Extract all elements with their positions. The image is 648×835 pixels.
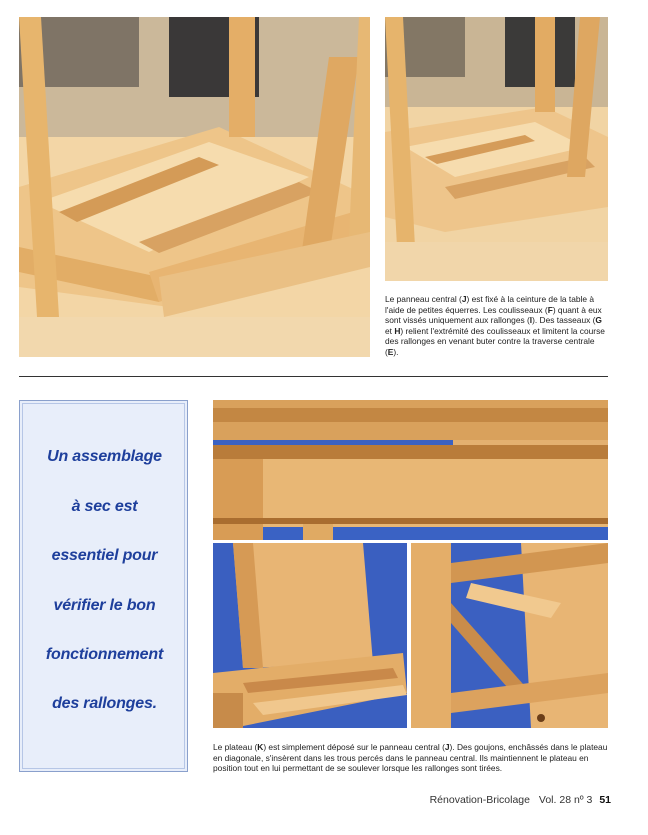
caption-bottom: Le plateau (K) est simplement déposé sur le panneau central (J). Des goujons, enchâssés dans le plateau en diagonale, s'insèrent dans les trous percés dans le panneau central. Ils maintiennent le plateau en position tout en lui permettant de se soulever lorsque les rallonges sont tirées. — [213, 742, 608, 774]
section-divider — [19, 376, 608, 377]
caption-top: Le panneau central (J) est fixé à la ceinture de la table à l'aide de petites équerres. Les coulisseaux (F) quant à eux sont vissés uniquement aux rallonges (I). Des tasseaux (G et H) relient l'extrémité des coulisseaux et limitent la course des rallonges en venant buter contre la traverse centrale (E). — [385, 294, 605, 357]
photo-table-top-assembled — [213, 400, 608, 540]
pull-quote-line: à sec est — [71, 498, 138, 515]
pull-quote-line: des rallonges. — [52, 695, 157, 712]
photo-slides-closeup — [411, 543, 608, 728]
photo-table-underside-right — [385, 17, 608, 281]
pull-quote-line: Un assemblage — [47, 448, 162, 465]
page-number: 51 — [599, 794, 611, 806]
pull-quote-line: essentiel pour — [51, 547, 158, 564]
page-footer — [430, 794, 611, 806]
photo-plateau-lifted — [213, 543, 407, 728]
volume-issue: Vol. 28 nº 3 — [538, 794, 593, 806]
pull-quote-line: vérifier le bon — [53, 597, 156, 614]
pull-quote-box — [19, 400, 188, 772]
magazine-name: Rénovation-Bricolage — [429, 794, 530, 806]
pull-quote-line: fonctionnement — [45, 646, 164, 663]
photo-table-underside-left — [19, 17, 370, 357]
